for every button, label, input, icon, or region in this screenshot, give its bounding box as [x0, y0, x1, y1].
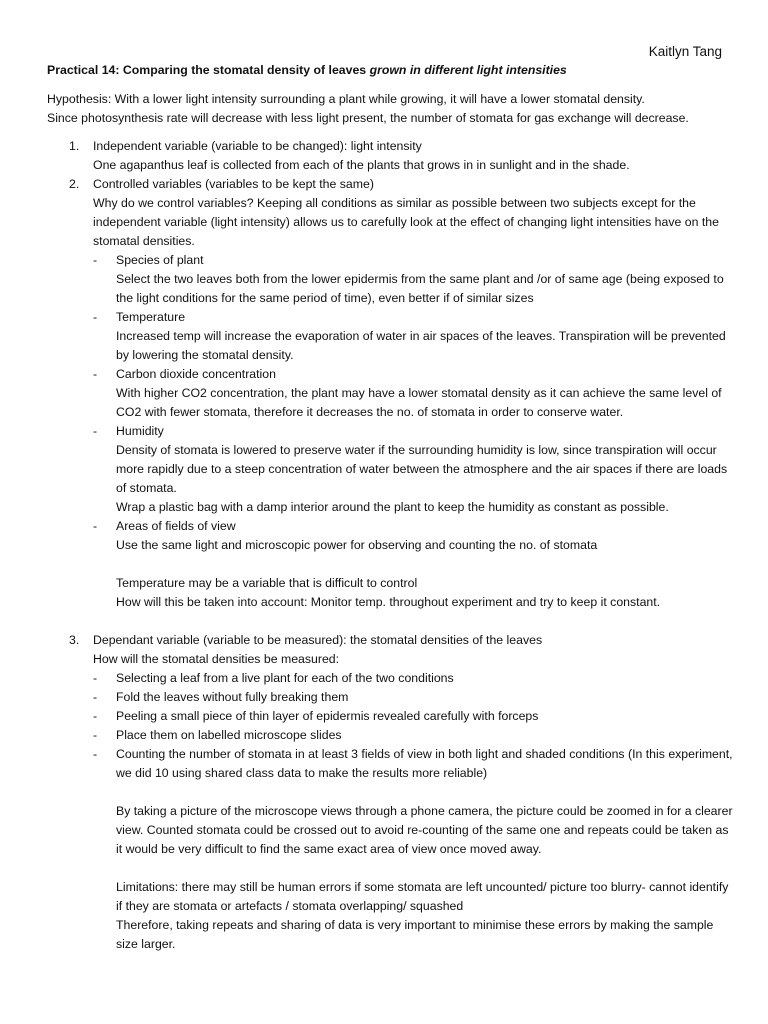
- bullet-dash: -: [93, 747, 98, 761]
- hypothesis-line-2: Since photosynthesis rate will decrease with less light present, the number of stomata for gas exchange will decrease.: [47, 111, 689, 125]
- bullet-humidity: [93, 422, 737, 517]
- bullet-text-2: Wrap a plastic bag with a damp interior around the plant to keep the humidity as constant as possible.: [116, 500, 669, 514]
- list-item-dependent-variable: [47, 631, 737, 669]
- step-text: Peeling a small piece of thin layer of epidermis revealed carefully with forceps: [116, 709, 539, 723]
- bullet-dash: -: [93, 253, 98, 267]
- bullet-text: Density of stomata is lowered to preserve water if the surrounding humidity is low, since transpiration will occur more rapidly due to a steep concentration of water between the atmosphere and the air spaces if there are loads of stomata.: [116, 443, 728, 495]
- method-step: [93, 707, 737, 726]
- item-heading: Independent variable (variable to be changed): light intensity: [93, 139, 422, 153]
- bullet-species: [93, 251, 737, 308]
- bullet-title: Species of plant: [116, 253, 204, 267]
- author-name: Kaitlyn Tang: [648, 44, 722, 59]
- step-text: Place them on labelled microscope slides: [116, 728, 342, 742]
- bullet-text: Increased temp will increase the evaporation of water in air spaces of the leaves. Transpiration will be prevented by lowering the stomatal density.: [116, 329, 726, 362]
- bullet-dash: -: [93, 367, 98, 381]
- item-subheading: How will the stomatal densities be measured:: [93, 652, 340, 666]
- item-text: One agapanthus leaf is collected from each of the plants that grows in in sunlight and in the shade.: [93, 158, 630, 172]
- hypothesis: [47, 90, 737, 128]
- bullet-text: Select the two leaves both from the lower epidermis from the same plant and /or of same age (being exposed to the light conditions for the same period of time), even better if of similar sizes: [116, 272, 724, 305]
- step-text: Selecting a leaf from a live plant for each of the two conditions: [116, 671, 454, 685]
- item-number: 1.: [69, 139, 80, 153]
- bullet-text: Use the same light and microscopic power for observing and counting the no. of stomata: [116, 538, 598, 552]
- item-number: 2.: [69, 177, 80, 191]
- page-title: [47, 61, 737, 80]
- list-item-controlled-variables: [47, 175, 737, 612]
- numbered-list: [47, 137, 737, 954]
- bullet-temperature: [93, 308, 737, 365]
- step-text: Counting the number of stomata in at least 3 fields of view in both light and shaded conditions (In this experiment, we did 10 using shared class data to make the results more reliable): [116, 747, 733, 780]
- bullet-dash: -: [93, 424, 98, 438]
- bullet-dash: -: [93, 519, 98, 533]
- paragraph-photo: By taking a picture of the microscope views through a phone camera, the picture could be zoomed in for a clearer view. Counted stomata could be crossed out to avoid re-counting of the same one and repeats could be taken as it would be very difficult to find the same exact area of view once moved away.: [116, 804, 733, 856]
- note-line-2: How will this be taken into account: Monitor temp. throughout experiment and try to keep it constant.: [116, 595, 661, 609]
- bullet-co2: [93, 365, 737, 422]
- title-italic: grown in different light intensities: [369, 63, 567, 77]
- item-number: 3.: [69, 633, 80, 647]
- bullet-title: Humidity: [116, 424, 164, 438]
- title-main: Practical 14: Comparing the stomatal density of leaves: [47, 63, 370, 77]
- method-step: [93, 745, 737, 954]
- list-item-independent-variable: [47, 137, 737, 175]
- bullet-text: With higher CO2 concentration, the plant may have a lower stomatal density as it can achieve the same level of CO2 with fewer stomata, therefore it decreases the no. of stomata in order to conserve water.: [116, 386, 722, 419]
- bullet-fields-of-view: [93, 517, 737, 612]
- step-text: Fold the leaves without fully breaking them: [116, 690, 349, 704]
- bullet-dash: -: [93, 690, 98, 704]
- method-step: [93, 688, 737, 707]
- bullet-title: Temperature: [116, 310, 186, 324]
- bullet-dash: -: [93, 310, 98, 324]
- bullet-dash: -: [93, 709, 98, 723]
- item-heading: Controlled variables (variables to be kept the same): [93, 177, 374, 191]
- method-step: [93, 726, 737, 745]
- bullet-title: Areas of fields of view: [116, 519, 236, 533]
- item-text: Why do we control variables? Keeping all conditions as similar as possible between two subjects except for the independent variable (light intensity) allows us to carefully look at the effect of changing light intensities have on the stomatal densities.: [93, 196, 719, 248]
- note-line-1: Temperature may be a variable that is difficult to control: [116, 576, 418, 590]
- bullet-dash: -: [93, 728, 98, 742]
- paragraph-limitations: Limitations: there may still be human errors if some stomata are left uncounted/ picture too blurry- cannot identify if they are stomata or artefacts / stomata overlapping/ squashed: [116, 880, 729, 913]
- hypothesis-line-1: Hypothesis: With a lower light intensity surrounding a plant while growing, it will have a lower stomatal density.: [47, 92, 645, 106]
- paragraph-repeats: Therefore, taking repeats and sharing of data is very important to minimise these errors by making the sample size larger.: [116, 918, 714, 951]
- item-heading: Dependant variable (variable to be measured): the stomatal densities of the leaves: [93, 633, 543, 647]
- method-step: [93, 669, 737, 688]
- bullet-dash: -: [93, 671, 98, 685]
- bullet-title: Carbon dioxide concentration: [116, 367, 276, 381]
